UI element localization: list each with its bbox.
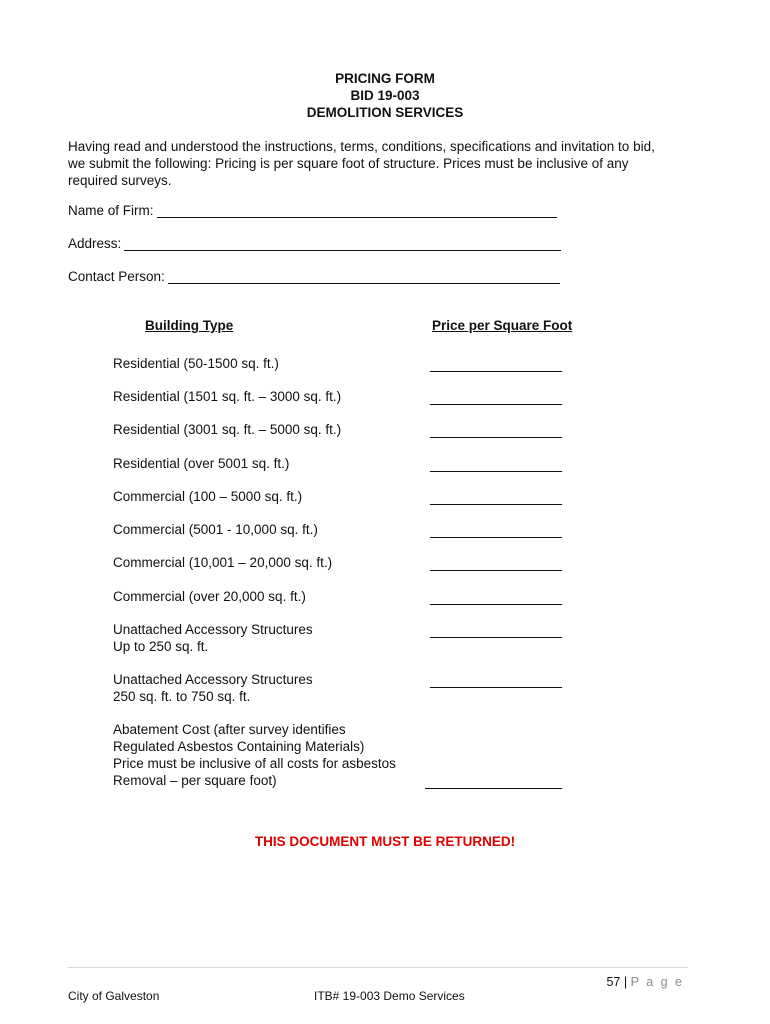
price-blank-commercial-100-5000[interactable]: [430, 503, 562, 505]
item-commercial-over-20000: [113, 588, 413, 605]
intro-line: required surveys.: [68, 173, 172, 188]
item-sublabel: Price must be inclusive of all costs for asbestos: [113, 756, 396, 771]
intro-line: Having read and understood the instructions, terms, conditions, specifications and invitation to bid,: [68, 139, 655, 154]
building-type-heading: Building Type: [145, 318, 234, 333]
item-commercial-10001-20000: [113, 554, 413, 571]
item-label: Unattached Accessory Structures: [113, 672, 313, 687]
item-label: Residential (over 5001 sq. ft.): [113, 456, 290, 471]
price-blank-accessory-up-to-250[interactable]: [430, 636, 562, 638]
firm-name-label: Name of Firm:: [68, 203, 154, 218]
title-line-pricing-form: PRICING FORM: [335, 71, 435, 86]
item-label: Abatement Cost (after survey identifies: [113, 722, 346, 737]
price-blank-commercial-10001-20000[interactable]: [430, 569, 562, 571]
price-blank-accessory-250-750[interactable]: [430, 686, 562, 688]
footer-divider: [68, 967, 688, 968]
page-word: P a g e: [630, 975, 684, 989]
firm-name-row: [68, 203, 557, 223]
item-residential-50-1500: [113, 355, 413, 372]
item-label: Unattached Accessory Structures: [113, 622, 313, 637]
price-blank-residential-1501-3000[interactable]: [430, 403, 562, 405]
price-blank-commercial-over-20000[interactable]: [430, 603, 562, 605]
item-label: Commercial (100 – 5000 sq. ft.): [113, 489, 303, 504]
contact-person-label: Contact Person:: [68, 269, 165, 284]
return-notice: THIS DOCUMENT MUST BE RETURNED!: [254, 834, 516, 849]
item-label: Commercial (10,001 – 20,000 sq. ft.): [113, 555, 333, 570]
item-label: Residential (1501 sq. ft. – 3000 sq. ft.): [113, 389, 342, 404]
address-row: [68, 236, 561, 256]
item-accessory-250-750: [113, 671, 413, 705]
form-title: [0, 70, 770, 121]
item-accessory-up-to-250: [113, 621, 413, 655]
item-sublabel: Removal – per square foot): [113, 773, 277, 788]
title-line-demolition-services: DEMOLITION SERVICES: [306, 105, 464, 120]
item-residential-3001-5000: [113, 421, 413, 438]
contact-person-row: [68, 269, 560, 289]
firm-name-blank[interactable]: [157, 203, 557, 218]
item-residential-over-5001: [113, 455, 413, 472]
item-residential-1501-3000: [113, 388, 413, 405]
intro-paragraph: [68, 138, 698, 189]
price-blank-residential-50-1500[interactable]: [430, 370, 562, 372]
price-per-square-foot-heading: Price per Square Foot: [432, 318, 573, 333]
item-label: Commercial (5001 - 10,000 sq. ft.): [113, 522, 318, 537]
item-commercial-5001-10000: [113, 521, 413, 538]
price-blank-residential-3001-5000[interactable]: [430, 436, 562, 438]
price-blank-commercial-5001-10000[interactable]: [430, 536, 562, 538]
address-label: Address:: [68, 236, 122, 251]
page-number: [606, 975, 684, 989]
contact-person-blank[interactable]: [168, 269, 560, 284]
footer-document-id: ITB# 19-003 Demo Services: [314, 989, 465, 1003]
item-label: Residential (50-1500 sq. ft.): [113, 356, 279, 371]
price-blank-abatement-cost[interactable]: [425, 787, 562, 789]
item-label: Residential (3001 sq. ft. – 5000 sq. ft.): [113, 422, 342, 437]
footer-city: City of Galveston: [68, 989, 160, 1003]
item-sublabel: 250 sq. ft. to 750 sq. ft.: [113, 689, 251, 704]
item-abatement-cost: [113, 721, 413, 789]
item-sublabel: Up to 250 sq. ft.: [113, 639, 209, 654]
item-commercial-100-5000: [113, 488, 413, 505]
page-number-value: 57: [606, 975, 621, 989]
intro-line: we submit the following: Pricing is per square foot of structure. Prices must be inclusive of any: [68, 156, 629, 171]
address-blank[interactable]: [124, 236, 561, 251]
title-line-bid-number: BID 19-003: [350, 88, 420, 103]
item-label: Commercial (over 20,000 sq. ft.): [113, 589, 306, 604]
price-blank-residential-over-5001[interactable]: [430, 470, 562, 472]
item-sublabel: Regulated Asbestos Containing Materials): [113, 739, 365, 754]
page-number-separator: |: [623, 975, 628, 989]
